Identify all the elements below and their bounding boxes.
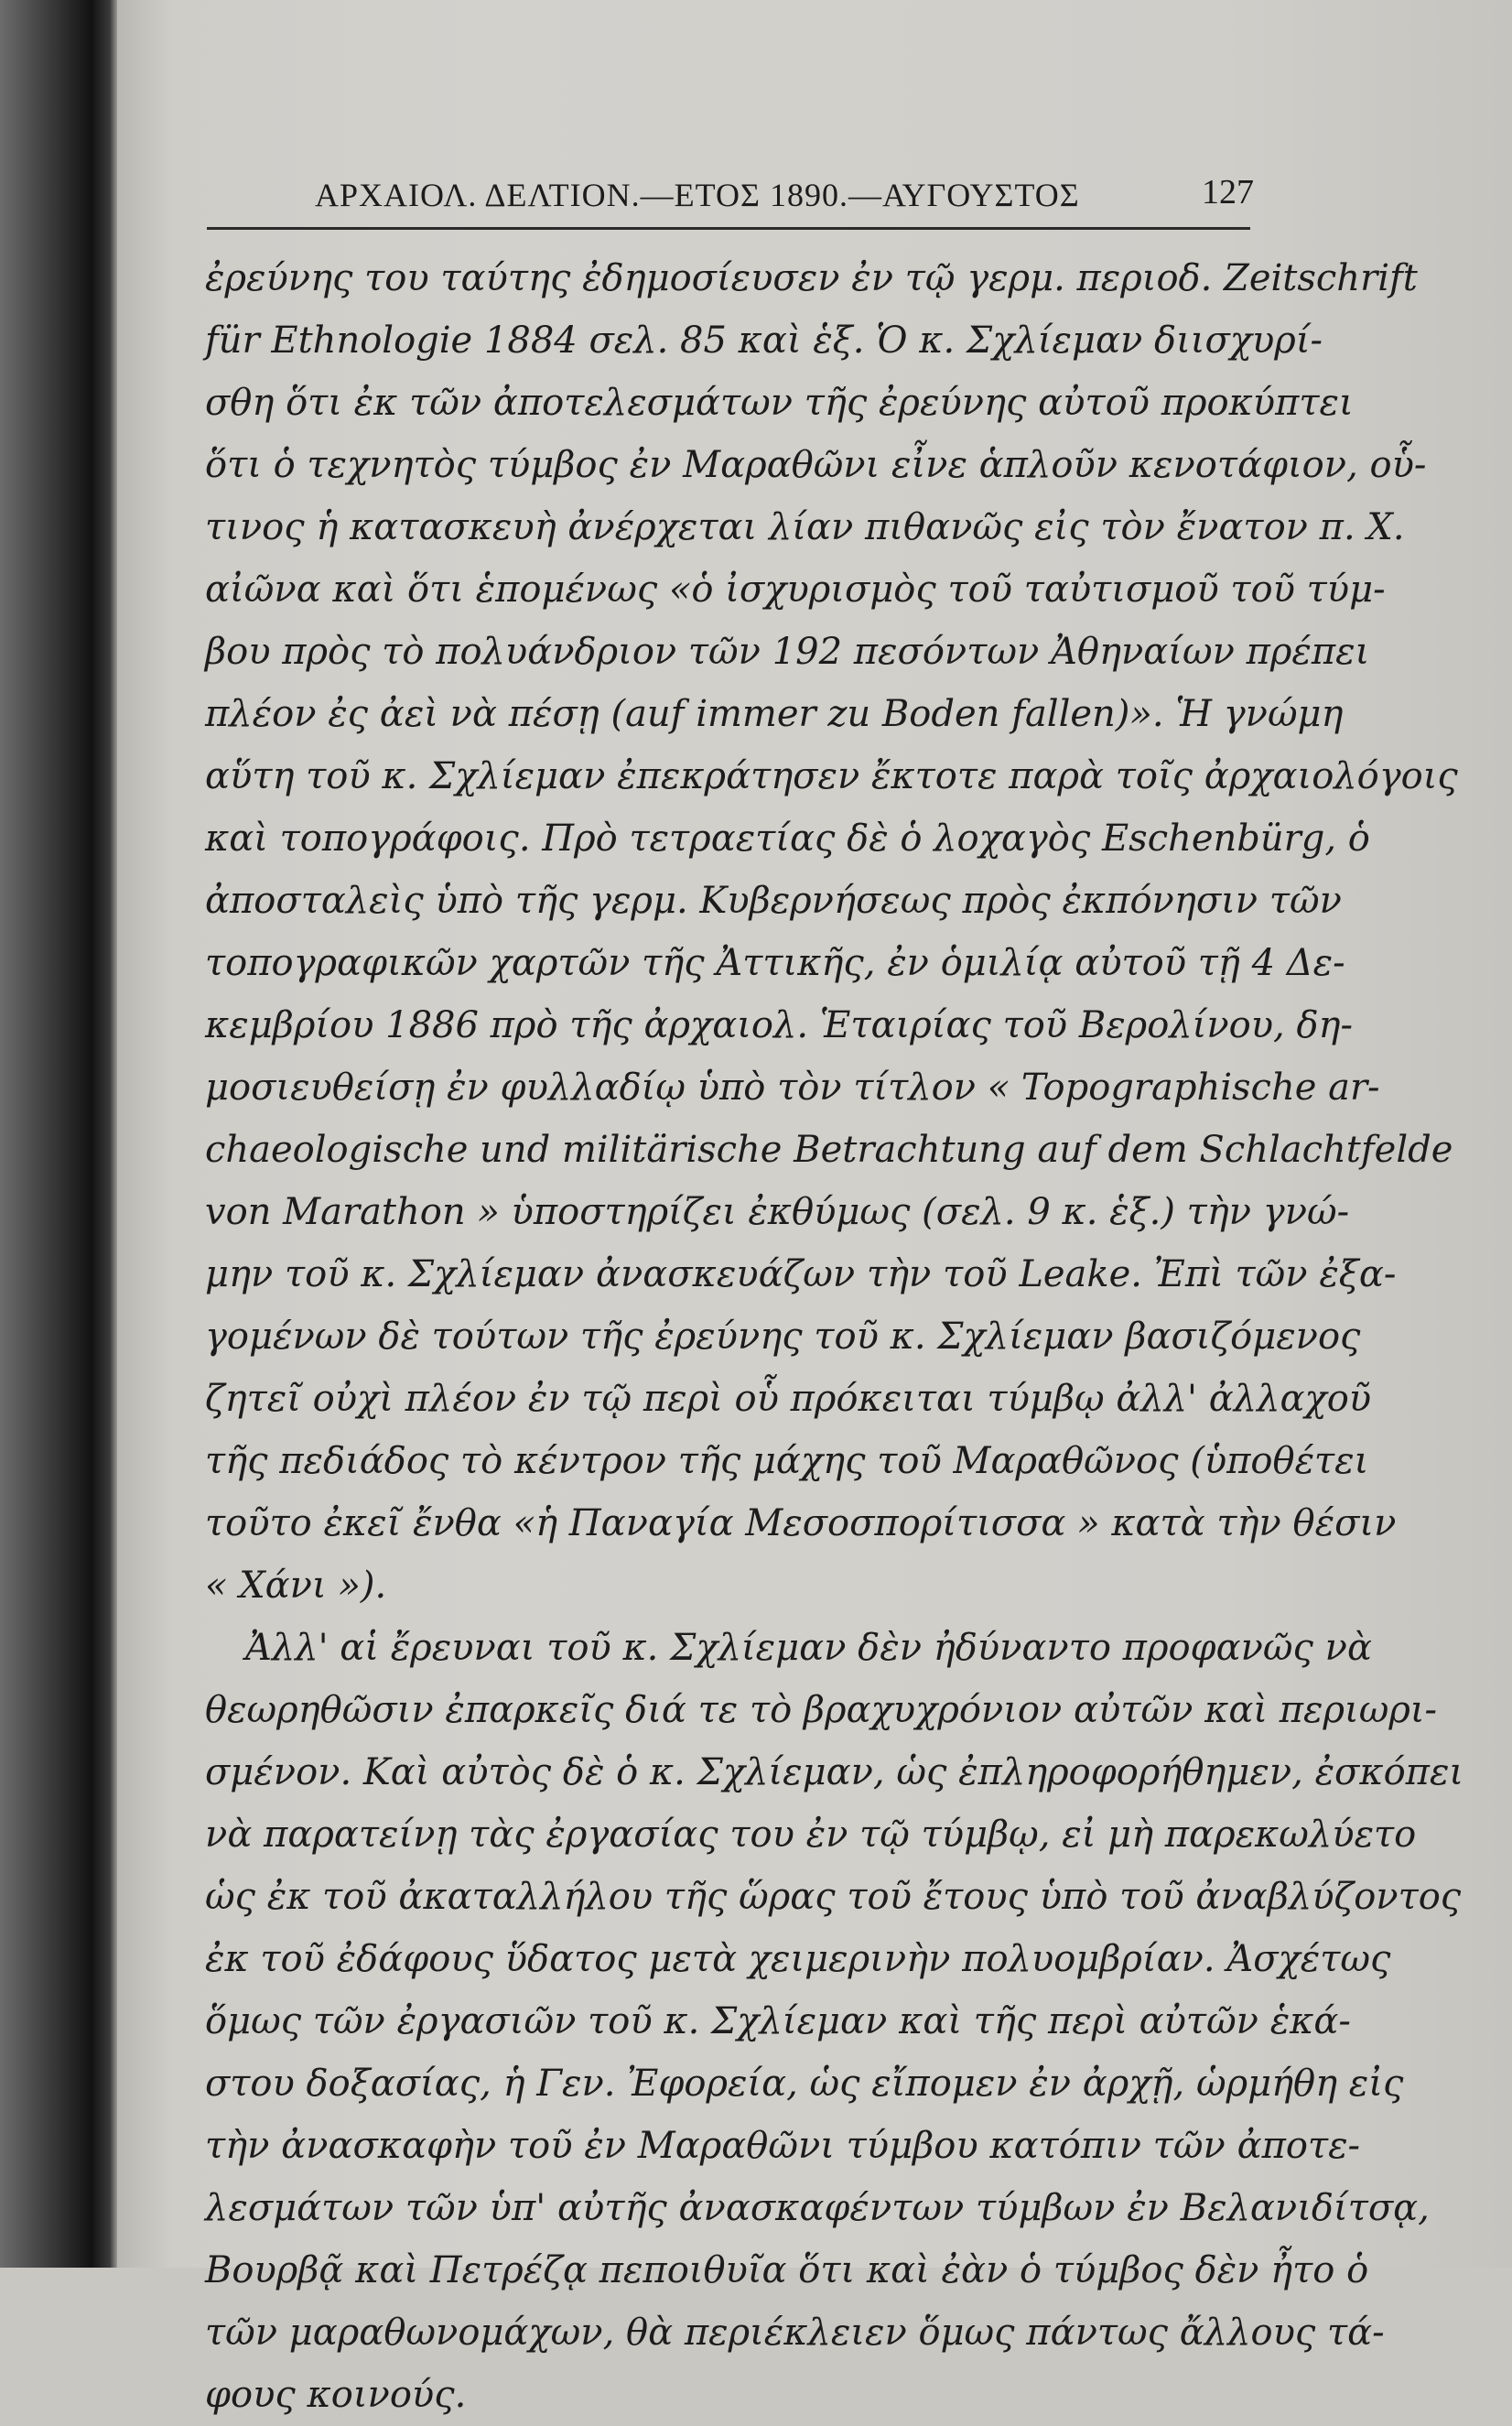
text-line: ἐρεύνης του ταύτης ἐδημοσίευσεν ἐν τῷ γερμ. περιοδ. Zeitschrift: [205, 257, 1418, 299]
page-number: 127: [1202, 173, 1254, 211]
text-line: von Marathon » ὑποστηρίζει ἐκθύμως (σελ. 9 κ. ἑξ.) τὴν γνώ-: [205, 1191, 1350, 1233]
text-line: τινος ἡ κατασκευὴ ἀνέρχεται λίαν πιθανῶς εἰς τὸν ἔνατον π. Χ.: [205, 506, 1405, 548]
text-line: σμένον. Καὶ αὐτὸς δὲ ὁ κ. Σχλίεμαν, ὡς ἐπληροφορήθημεν, ἐσκόπει: [205, 1751, 1464, 1793]
running-title: ΑΡΧΑΙΟΛ. ΔΕΛΤΙΟΝ.—ΕΤΟΣ 1890.—ΑΥΓΟΥΣΤΟΣ: [315, 177, 1080, 213]
text-line: φους κοινούς.: [205, 2374, 467, 2416]
text-line: αἰῶνα καὶ ὅτι ἑπομένως «ὁ ἰσχυρισμὸς τοῦ ταὐτισμοῦ τοῦ τύμ-: [205, 569, 1386, 611]
text-line: Ἀλλ' αἱ ἔρευναι τοῦ κ. Σχλίεμαν δὲν ἠδύναντο προφανῶς νὰ: [245, 1627, 1372, 1669]
text-line: ὡς ἐκ τοῦ ἀκαταλλήλου τῆς ὥρας τοῦ ἔτους ὑπὸ τοῦ ἀναβλύζοντος: [205, 1876, 1462, 1918]
text-line: καὶ τοπογράφοις. Πρὸ τετραετίας δὲ ὁ λοχαγὸς Eschenbürg, ὁ: [205, 818, 1370, 860]
text-line: ἐκ τοῦ ἐδάφους ὕδατος μετὰ χειμερινὴν πολυομβρίαν. Ἀσχέτως: [205, 1938, 1391, 1980]
text-line: τὴν ἀνασκαφὴν τοῦ ἐν Μαραθῶνι τύμβου κατόπιν τῶν ἀποτε-: [205, 2125, 1361, 2167]
text-line: βου πρὸς τὸ πολυάνδριον τῶν 192 πεσόντων Ἀθηναίων πρέπει: [205, 631, 1370, 673]
text-line: μοσιευθείσῃ ἐν φυλλαδίῳ ὑπὸ τὸν τίτλον « Topographische ar-: [205, 1067, 1380, 1109]
text-line: ὅμως τῶν ἐργασιῶν τοῦ κ. Σχλίεμαν καὶ τῆς περὶ αὐτῶν ἑκά-: [205, 2000, 1351, 2042]
text-line: στου δοξασίας, ἡ Γεν. Ἐφορεία, ὡς εἴπομεν ἐν ἀρχῇ, ὡρμήθη εἰς: [205, 2063, 1404, 2105]
text-line: ὅτι ὁ τεχνητὸς τύμβος ἐν Μαραθῶνι εἶνε ἁπλοῦν κενοτάφιον, οὗ-: [205, 444, 1427, 486]
body-text: [205, 247, 1464, 2426]
text-line: τῆς πεδιάδος τὸ κέντρον τῆς μάχης τοῦ Μαραθῶνος (ὑποθέτει: [205, 1440, 1369, 1482]
text-line: μην τοῦ κ. Σχλίεμαν ἀνασκευάζων τὴν τοῦ Leake. Ἐπὶ τῶν ἐξα-: [205, 1253, 1397, 1295]
text-line: ἀποσταλεὶς ὑπὸ τῆς γερμ. Κυβερνήσεως πρὸς ἐκπόνησιν τῶν: [205, 880, 1342, 922]
text-line: γομένων δὲ τούτων τῆς ἐρεύνης τοῦ κ. Σχλίεμαν βασιζόμενος: [205, 1316, 1361, 1358]
text-line: αὕτη τοῦ κ. Σχλίεμαν ἐπεκράτησεν ἔκτοτε παρὰ τοῖς ἀρχαιολόγοις: [205, 755, 1458, 797]
text-line: νὰ παρατείνῃ τὰς ἐργασίας του ἐν τῷ τύμβῳ, εἰ μὴ παρεκωλύετο: [205, 1814, 1417, 1856]
running-header: [201, 172, 1272, 220]
text-line: πλέον ἐς ἀεὶ νὰ πέσῃ (auf immer zu Boden fallen)». Ἡ γνώμη: [205, 693, 1344, 735]
book-spine-shadow: [0, 0, 117, 2268]
text-line: « Χάνι »).: [205, 1565, 387, 1607]
text-line: chaeologische und militärische Betrachtung auf dem Schlachtfelde: [205, 1129, 1453, 1171]
header-rule: [207, 227, 1250, 230]
text-line: λεσμάτων τῶν ὑπ' αὐτῆς ἀνασκαφέντων τύμβων ἐν Βελανιδίτσᾳ,: [205, 2187, 1430, 2229]
text-line: Βουρβᾷ καὶ Πετρέζᾳ πεποιθυῖα ὅτι καὶ ἐὰν ὁ τύμβος δὲν ἦτο ὁ: [205, 2249, 1369, 2291]
text-line: θεωρηθῶσιν ἐπαρκεῖς διά τε τὸ βραχυχρόνιον αὐτῶν καὶ περιωρι-: [205, 1689, 1438, 1731]
text-line: σθη ὅτι ἐκ τῶν ἀποτελεσμάτων τῆς ἐρεύνης αὐτοῦ προκύπτει: [205, 382, 1354, 424]
text-line: für Ethnologie 1884 σελ. 85 καὶ ἑξ. Ὁ κ. Σχλίεμαν διισχυρί-: [205, 319, 1323, 362]
text-line: τῶν μαραθωνομάχων, θὰ περιέκλειεν ὅμως πάντως ἄλλους τά-: [205, 2312, 1385, 2354]
text-line: τοῦτο ἐκεῖ ἔνθα «ἡ Παναγία Μεσοσπορίτισσα » κατὰ τὴν θέσιν: [205, 1502, 1397, 1544]
text-line: τοπογραφικῶν χαρτῶν τῆς Ἀττικῆς, ἐν ὁμιλίᾳ αὐτοῦ τῇ 4 Δε-: [205, 942, 1345, 984]
text-line: κεμβρίου 1886 πρὸ τῆς ἀρχαιολ. Ἑταιρίας τοῦ Βερολίνου, δη-: [205, 1004, 1354, 1046]
text-line: ζητεῖ οὐχὶ πλέον ἐν τῷ περὶ οὗ πρόκειται τύμβῳ ἀλλ' ἀλλαχοῦ: [205, 1378, 1372, 1420]
